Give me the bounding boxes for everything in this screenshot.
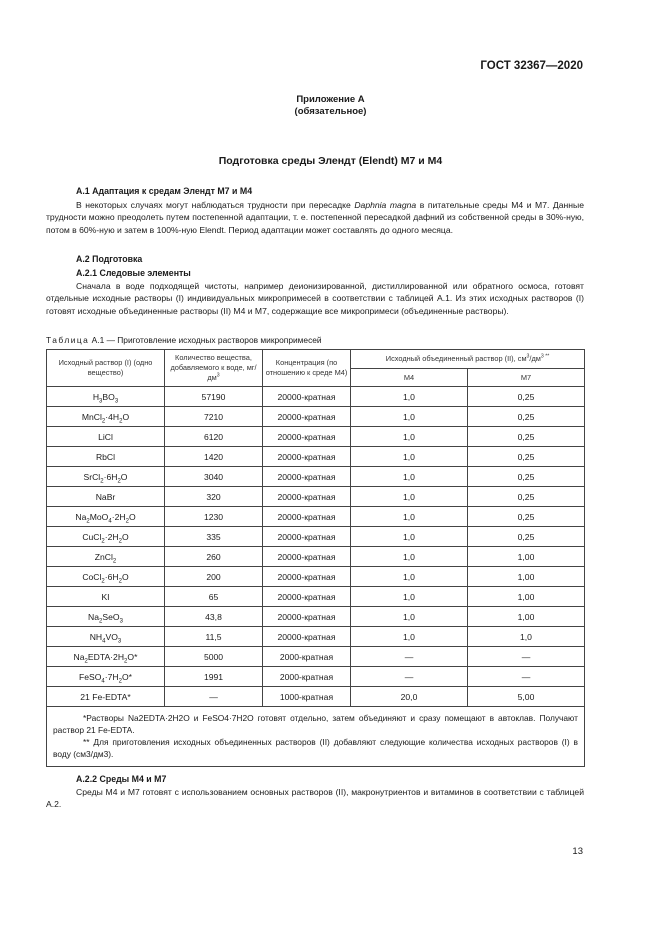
amount-cell: —	[165, 687, 263, 707]
m4-cell: —	[351, 667, 468, 687]
m7-cell: 0,25	[468, 427, 585, 447]
header-combined-sup1: 3	[526, 353, 530, 360]
ratio-cell: 2000-кратная	[263, 647, 351, 667]
m4-cell: 1,0	[351, 507, 468, 527]
m4-cell: 1,0	[351, 627, 468, 647]
header-combined-solution	[351, 350, 585, 369]
substance-cell: LiCl	[47, 427, 165, 447]
m7-cell: 1,00	[468, 547, 585, 567]
m7-cell: 1,00	[468, 567, 585, 587]
table-row	[47, 427, 585, 447]
amount-cell: 5000	[165, 647, 263, 667]
header-amount-text: Количество вещества, добавляемого к воде, мг/дм	[170, 353, 257, 382]
ratio-cell: 20000-кратная	[263, 607, 351, 627]
m4-cell: 1,0	[351, 407, 468, 427]
caption-prefix: Таблица	[46, 335, 90, 345]
a1-text-after: в питательные среды М4 и М7. Данные трудности можно преодолеть путем постепенной адаптации, т. е. постепенной пересадкой дафний из собственной среды в 30%-ную, потом в 60%-ную и затем в 100%-ную Elendt. Период адаптации может составлять до одного месяца.	[46, 200, 584, 235]
m7-cell: 1,0	[468, 627, 585, 647]
substance-cell: $CoCl_2\cdot 6H_2O$	[47, 567, 165, 587]
amount-cell: 7210	[165, 407, 263, 427]
ratio-cell: 1000-кратная	[263, 687, 351, 707]
amount-cell: 43,8	[165, 607, 263, 627]
substance-cell: 21 Fe-EDTA*	[47, 687, 165, 707]
header-stock-solution: Исходный раствор (I) (одно вещество)	[47, 350, 165, 387]
ratio-cell: 20000-кратная	[263, 487, 351, 507]
header-m7: М7	[468, 369, 585, 387]
m7-cell: 0,25	[468, 387, 585, 407]
section-a1-heading: А.1 Адаптация к средам Элендт М7 и М4	[76, 186, 253, 196]
m4-cell: 1,0	[351, 547, 468, 567]
table-note-1: *Растворы Na2EDTA·2H2O и FeSO4·7H2O готовят отдельно, затем объединяют и сразу помещают в автоклав. Получают раствор 21 Fe-EDTA.	[53, 713, 578, 735]
section-a2-heading: А.2 Подготовка	[76, 254, 143, 264]
header-combined-mid: /дм	[529, 354, 541, 363]
table-notes	[47, 707, 585, 767]
substance-cell: $Na_2EDTA\cdot 2H_2O*$	[47, 647, 165, 667]
m4-cell: 1,0	[351, 567, 468, 587]
table-row	[47, 407, 585, 427]
m4-cell: —	[351, 647, 468, 667]
m4-cell: 20,0	[351, 687, 468, 707]
table-row	[47, 387, 585, 407]
amount-cell: 1420	[165, 447, 263, 467]
substance-cell: $FeSO_4\cdot 7H_2O*$	[47, 667, 165, 687]
ratio-cell: 20000-кратная	[263, 447, 351, 467]
ratio-cell: 20000-кратная	[263, 387, 351, 407]
substance-cell: KI	[47, 587, 165, 607]
species-name: Daphnia magna	[354, 200, 417, 210]
header-amount-sup: 3	[216, 372, 220, 379]
m7-cell: 1,00	[468, 587, 585, 607]
m4-cell: 1,0	[351, 427, 468, 447]
table-row	[47, 607, 585, 627]
ratio-cell: 2000-кратная	[263, 667, 351, 687]
m7-cell: —	[468, 647, 585, 667]
m7-cell: 0,25	[468, 507, 585, 527]
caption-rest: А.1 — Приготовление исходных растворов микропримесей	[89, 335, 322, 345]
m4-cell: 1,0	[351, 467, 468, 487]
standard-number: ГОСТ 32367—2020	[480, 60, 583, 72]
appendix-status: (обязательное)	[294, 106, 367, 117]
amount-cell: 1230	[165, 507, 263, 527]
ratio-cell: 20000-кратная	[263, 587, 351, 607]
amount-cell: 11,5	[165, 627, 263, 647]
header-amount	[165, 350, 263, 387]
a1-text-before: В некоторых случаях могут наблюдаться трудности при пересадке	[76, 200, 355, 210]
substance-cell: $SrCl_2\cdot 6H_2O$	[47, 467, 165, 487]
table-row	[47, 507, 585, 527]
m7-cell: 5,00	[468, 687, 585, 707]
m4-cell: 1,0	[351, 527, 468, 547]
ratio-cell: 20000-кратная	[263, 407, 351, 427]
table-row	[47, 467, 585, 487]
amount-cell: 335	[165, 527, 263, 547]
page-number: 13	[572, 846, 583, 857]
ratio-cell: 20000-кратная	[263, 427, 351, 447]
table-note-2: ** Для приготовления исходных объединенных растворов (II) добавляют следующие количества исходных растворов (I) в воду (см3/дм3).	[53, 737, 578, 759]
table-row	[47, 447, 585, 467]
amount-cell: 65	[165, 587, 263, 607]
ratio-cell: 20000-кратная	[263, 467, 351, 487]
header-m4: М4	[351, 369, 468, 387]
m4-cell: 1,0	[351, 487, 468, 507]
ratio-cell: 20000-кратная	[263, 567, 351, 587]
header-combined-sup2: 3 **	[540, 353, 550, 360]
section-a1-text	[46, 199, 584, 236]
header-combined-text: Исходный объединенный раствор (II), см	[385, 354, 527, 363]
table-row	[47, 667, 585, 687]
m7-cell: 0,25	[468, 527, 585, 547]
m7-cell: 0,25	[468, 407, 585, 427]
amount-cell: 1991	[165, 667, 263, 687]
section-a21-heading: А.2.1 Следовые элементы	[76, 268, 191, 278]
table-notes-row	[47, 707, 585, 767]
document-title: Подготовка среды Элендт (Elendt) М7 и М4	[218, 155, 443, 167]
m7-cell: —	[468, 667, 585, 687]
substance-cell: NaBr	[47, 487, 165, 507]
table-row	[47, 527, 585, 547]
section-a21-text: Сначала в воде подходящей чистоты, например деионизированной, дистиллированной или обратного осмоса, готовят отдельные исходные растворы (I) индивидуальных микропримесей в соответствии с таблицей А.1. Из этих исходных растворов (I) готовят исходные объединенные растворы (II) М4 и М7, содержащие все микропримеси (объединенные растворы).	[46, 281, 584, 316]
ratio-cell: 20000-кратная	[263, 507, 351, 527]
m7-cell: 1,00	[468, 607, 585, 627]
ratio-cell: 20000-кратная	[263, 527, 351, 547]
substance-cell: RbCl	[47, 447, 165, 467]
appendix-title: Приложение А	[296, 94, 365, 105]
section-a22-text: Среды М4 и М7 готовят с использованием основных растворов (II), макронутриентов и витаминов в соответствии с таблицей А.2.	[46, 787, 584, 810]
m4-cell: 1,0	[351, 607, 468, 627]
section-a22-heading: А.2.2 Среды М4 и М7	[76, 774, 167, 784]
trace-elements-table	[46, 349, 585, 767]
table-row	[47, 547, 585, 567]
m4-cell: 1,0	[351, 387, 468, 407]
table-row	[47, 587, 585, 607]
m7-cell: 0,25	[468, 487, 585, 507]
m7-cell: 0,25	[468, 467, 585, 487]
substance-cell: ZnCl$_2$	[47, 547, 165, 567]
header-concentration: Концентрация (по отношению к среде М4)	[263, 350, 351, 387]
ratio-cell: 20000-кратная	[263, 547, 351, 567]
ratio-cell: 20000-кратная	[263, 627, 351, 647]
substance-cell: $Na_2SeO_3$	[47, 607, 165, 627]
m4-cell: 1,0	[351, 447, 468, 467]
table-row	[47, 487, 585, 507]
table-row	[47, 687, 585, 707]
amount-cell: 3040	[165, 467, 263, 487]
table-row	[47, 647, 585, 667]
table-row	[47, 627, 585, 647]
amount-cell: 57190	[165, 387, 263, 407]
amount-cell: 200	[165, 567, 263, 587]
substance-cell: $NH_4VO_3$	[47, 627, 165, 647]
substance-cell: $CuCl_2\cdot 2H_2O$	[47, 527, 165, 547]
table-row	[47, 567, 585, 587]
table-caption	[46, 335, 322, 345]
m7-cell: 0,25	[468, 447, 585, 467]
amount-cell: 6120	[165, 427, 263, 447]
amount-cell: 320	[165, 487, 263, 507]
substance-cell: $MnCl_2\cdot 4H_2O$	[47, 407, 165, 427]
amount-cell: 260	[165, 547, 263, 567]
substance-cell: $Na_2MoO_4\cdot 2H_2O$	[47, 507, 165, 527]
m4-cell: 1,0	[351, 587, 468, 607]
substance-cell: $H_3BO_3$	[47, 387, 165, 407]
